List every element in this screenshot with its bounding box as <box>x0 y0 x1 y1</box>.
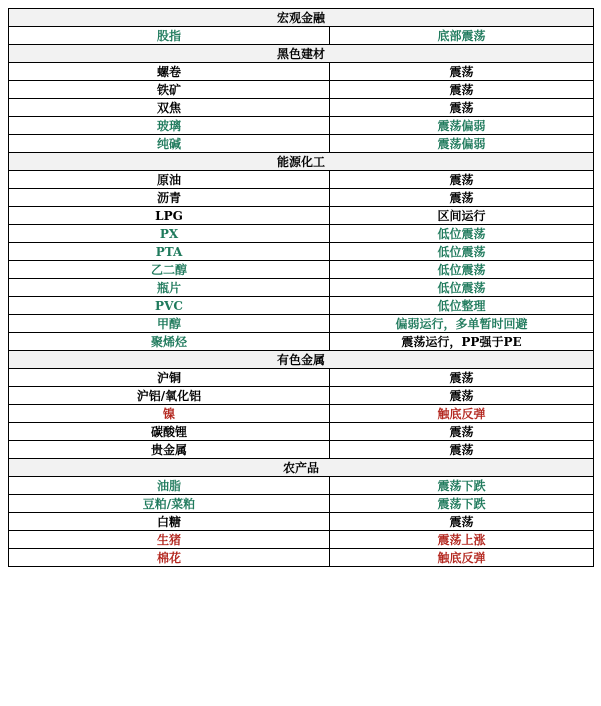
section-title: 能源化工 <box>9 153 594 171</box>
view-cell: 震荡 <box>330 423 594 441</box>
table-row <box>9 423 594 441</box>
futures-outlook-table <box>8 8 594 567</box>
view-cell: 触底反弹 <box>330 405 594 423</box>
view-cell: 低位震荡 <box>330 279 594 297</box>
item-cell: 沪铜 <box>9 369 330 387</box>
item-cell: 螺卷 <box>9 63 330 81</box>
view-cell: 震荡偏弱 <box>330 117 594 135</box>
item-cell: 生猪 <box>9 531 330 549</box>
table-row <box>9 333 594 351</box>
section-title: 农产品 <box>9 459 594 477</box>
table-row <box>9 315 594 333</box>
item-cell: PTA <box>9 243 330 261</box>
view-cell: 震荡 <box>330 513 594 531</box>
item-cell: 双焦 <box>9 99 330 117</box>
table-row <box>9 261 594 279</box>
view-cell: 底部震荡 <box>330 27 594 45</box>
view-cell: 震荡 <box>330 99 594 117</box>
item-cell: 碳酸锂 <box>9 423 330 441</box>
view-cell: 震荡下跌 <box>330 495 594 513</box>
table-row <box>9 99 594 117</box>
view-cell: 区间运行 <box>330 207 594 225</box>
table-row <box>9 189 594 207</box>
view-cell: 低位震荡 <box>330 225 594 243</box>
table-row <box>9 405 594 423</box>
section-header-row <box>9 153 594 171</box>
table-row <box>9 225 594 243</box>
item-cell: 镍 <box>9 405 330 423</box>
table-row <box>9 135 594 153</box>
section-title: 黑色建材 <box>9 45 594 63</box>
item-cell: LPG <box>9 207 330 225</box>
view-cell: 震荡 <box>330 189 594 207</box>
table-row <box>9 495 594 513</box>
item-cell: PVC <box>9 297 330 315</box>
item-cell: 原油 <box>9 171 330 189</box>
view-cell: 震荡上涨 <box>330 531 594 549</box>
view-cell: 震荡下跌 <box>330 477 594 495</box>
table-row <box>9 369 594 387</box>
item-cell: 豆粕/菜粕 <box>9 495 330 513</box>
item-cell: 股指 <box>9 27 330 45</box>
view-cell: 低位整理 <box>330 297 594 315</box>
item-cell: 甲醇 <box>9 315 330 333</box>
view-cell: 震荡 <box>330 81 594 99</box>
view-cell: 震荡偏弱 <box>330 135 594 153</box>
table-row <box>9 441 594 459</box>
item-cell: 沥青 <box>9 189 330 207</box>
item-cell: 棉花 <box>9 549 330 567</box>
table-row <box>9 513 594 531</box>
view-cell: 震荡 <box>330 369 594 387</box>
table-row <box>9 243 594 261</box>
item-cell: 聚烯烃 <box>9 333 330 351</box>
item-cell: PX <box>9 225 330 243</box>
table-row <box>9 549 594 567</box>
table-row <box>9 117 594 135</box>
table-row <box>9 207 594 225</box>
view-cell: 震荡 <box>330 171 594 189</box>
table-row <box>9 297 594 315</box>
table-row <box>9 171 594 189</box>
item-cell: 乙二醇 <box>9 261 330 279</box>
section-header-row <box>9 45 594 63</box>
item-cell: 白糖 <box>9 513 330 531</box>
section-header-row <box>9 351 594 369</box>
section-title: 有色金属 <box>9 351 594 369</box>
item-cell: 瓶片 <box>9 279 330 297</box>
table-row <box>9 279 594 297</box>
table-row <box>9 531 594 549</box>
view-cell: 震荡 <box>330 441 594 459</box>
item-cell: 沪铝/氧化铝 <box>9 387 330 405</box>
view-cell: 偏弱运行，多单暂时回避 <box>330 315 594 333</box>
table-row <box>9 387 594 405</box>
section-header-row <box>9 459 594 477</box>
table-row <box>9 477 594 495</box>
view-cell: 震荡 <box>330 387 594 405</box>
table-row <box>9 81 594 99</box>
item-cell: 油脂 <box>9 477 330 495</box>
item-cell: 纯碱 <box>9 135 330 153</box>
table-row <box>9 63 594 81</box>
section-header-row <box>9 9 594 27</box>
section-title: 宏观金融 <box>9 9 594 27</box>
view-cell: 震荡运行，PP强于PE <box>330 333 594 351</box>
view-cell: 触底反弹 <box>330 549 594 567</box>
table-row <box>9 27 594 45</box>
view-cell: 低位震荡 <box>330 243 594 261</box>
item-cell: 贵金属 <box>9 441 330 459</box>
item-cell: 铁矿 <box>9 81 330 99</box>
view-cell: 震荡 <box>330 63 594 81</box>
item-cell: 玻璃 <box>9 117 330 135</box>
view-cell: 低位震荡 <box>330 261 594 279</box>
